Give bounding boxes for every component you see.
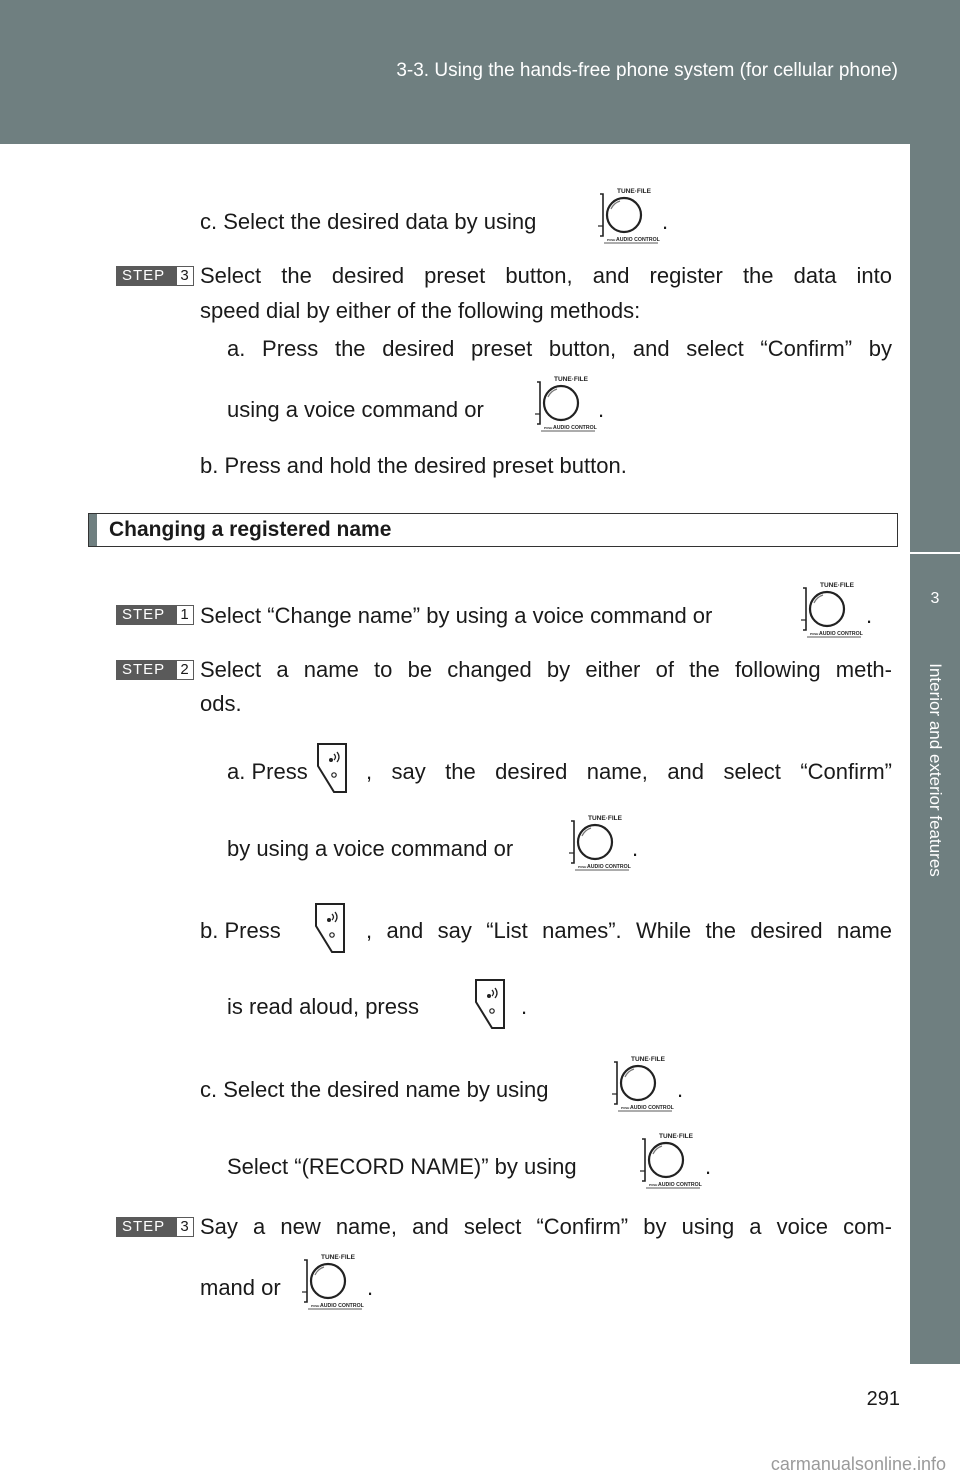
step-number: 2 xyxy=(176,660,194,680)
period: . xyxy=(367,1275,374,1300)
period: . xyxy=(866,603,873,628)
step-label: STEP xyxy=(122,606,166,623)
step2-text xyxy=(200,656,892,684)
knob-label-push: PUSH xyxy=(544,426,553,430)
knob-label-top: TUNE·FILE xyxy=(554,376,588,383)
tune-file-knob-icon xyxy=(531,374,597,432)
option-a2-rest xyxy=(366,758,892,786)
step-label: STEP xyxy=(122,267,166,284)
option-a2-rest-text: , say the desired name, and select “Confirm” xyxy=(366,759,892,784)
tune-file-knob-icon xyxy=(565,813,631,871)
step3b-line1: Say a new name, and select “Confirm” by using a voice com- xyxy=(200,1214,892,1239)
step2-line1: Select a name to be changed by either of the following meth- xyxy=(200,657,892,682)
instruction-c-select-data xyxy=(200,208,536,236)
step-badge xyxy=(116,660,194,680)
knob-label-bottom: AUDIO CONTROL xyxy=(819,631,863,637)
knob-label-push: PUSH xyxy=(578,865,587,869)
step3-line2: speed dial by either of the following methods: xyxy=(200,298,641,323)
knob-label-top: TUNE·FILE xyxy=(659,1133,693,1140)
period: . xyxy=(662,209,669,234)
step2-line2: ods. xyxy=(200,691,242,716)
talk-switch-icon xyxy=(312,742,352,794)
knob-label-top: TUNE·FILE xyxy=(321,1254,355,1261)
knob-label-bottom: AUDIO CONTROL xyxy=(658,1182,702,1188)
option-c2: c. Select the desired name by using xyxy=(200,1077,549,1102)
option-b2-line2: is read aloud, press xyxy=(227,994,419,1019)
knob-label-top: TUNE·FILE xyxy=(617,188,651,195)
option-a1-line2: using a voice command or xyxy=(227,397,484,422)
option-a2-line2: by using a voice command or xyxy=(227,836,514,861)
option-a1 xyxy=(227,335,892,363)
step-label: STEP xyxy=(122,1218,166,1235)
knob-label-push: PUSH xyxy=(810,632,819,636)
talk-switch-icon xyxy=(310,902,350,954)
knob-label-top: TUNE·FILE xyxy=(631,1056,665,1063)
header-title: 3-3. Using the hands-free phone system (for cellular phone) xyxy=(396,60,898,81)
option-b1: b. Press and hold the desired preset button. xyxy=(200,453,627,478)
step3b-line2: mand or xyxy=(200,1275,281,1300)
knob-label-top: TUNE·FILE xyxy=(588,815,622,822)
option-b2-press: b. Press xyxy=(200,918,281,943)
side-tab-divider xyxy=(910,552,960,554)
step3b-text xyxy=(200,1213,892,1241)
step-badge xyxy=(116,266,194,286)
step-number: 1 xyxy=(176,605,194,625)
option-b2-rest-text: , and say “List names”. While the desired name xyxy=(366,918,892,943)
step-number: 3 xyxy=(176,1217,194,1237)
period: . xyxy=(598,397,605,422)
knob-label-bottom: AUDIO CONTROL xyxy=(616,237,660,243)
tune-file-knob-icon xyxy=(594,186,660,244)
tune-file-knob-icon xyxy=(797,580,863,638)
tune-file-knob-icon xyxy=(636,1131,702,1189)
period: . xyxy=(705,1154,712,1179)
knob-label-push: PUSH xyxy=(621,1106,630,1110)
period: . xyxy=(677,1077,684,1102)
tune-file-knob-icon xyxy=(298,1252,364,1310)
knob-label-bottom: AUDIO CONTROL xyxy=(320,1303,364,1309)
step-label: STEP xyxy=(122,661,166,678)
option-b2-rest xyxy=(366,917,892,945)
chapter-number: 3 xyxy=(930,590,940,607)
section-accent xyxy=(89,514,97,546)
knob-label-push: PUSH xyxy=(607,238,616,242)
knob-label-push: PUSH xyxy=(311,1304,320,1308)
page-number: 291 xyxy=(866,1388,900,1410)
section-heading-bar xyxy=(88,513,898,547)
chapter-label: Interior and exterior features xyxy=(926,663,945,877)
option-c2-line2: Select “(RECORD NAME)” by using xyxy=(227,1154,577,1179)
knob-label-bottom: AUDIO CONTROL xyxy=(630,1105,674,1111)
knob-label-bottom: AUDIO CONTROL xyxy=(587,864,631,870)
step3-text xyxy=(200,262,892,290)
option-a2-press: a. Press xyxy=(227,759,308,784)
option-a1-line1: a. Press the desired preset button, and select “Confirm” by xyxy=(227,336,892,361)
knob-label-top: TUNE·FILE xyxy=(820,582,854,589)
knob-label-bottom: AUDIO CONTROL xyxy=(553,425,597,431)
period: . xyxy=(632,836,639,861)
instruction-text: c. Select the desired data by using xyxy=(200,209,537,234)
step-number: 3 xyxy=(176,266,194,286)
period: . xyxy=(521,994,528,1019)
section-title: Changing a registered name xyxy=(109,518,392,541)
step-badge xyxy=(116,1217,194,1237)
tune-file-knob-icon xyxy=(608,1054,674,1112)
page-header xyxy=(0,0,960,144)
watermark: carmanualsonline.info xyxy=(770,1454,946,1474)
talk-switch-icon xyxy=(470,978,510,1030)
knob-label-push: PUSH xyxy=(649,1183,658,1187)
step3-line1: Select the desired preset button, and register the data into xyxy=(200,263,892,288)
step1-text: Select “Change name” by using a voice command or xyxy=(200,603,713,628)
step-badge xyxy=(116,605,194,625)
